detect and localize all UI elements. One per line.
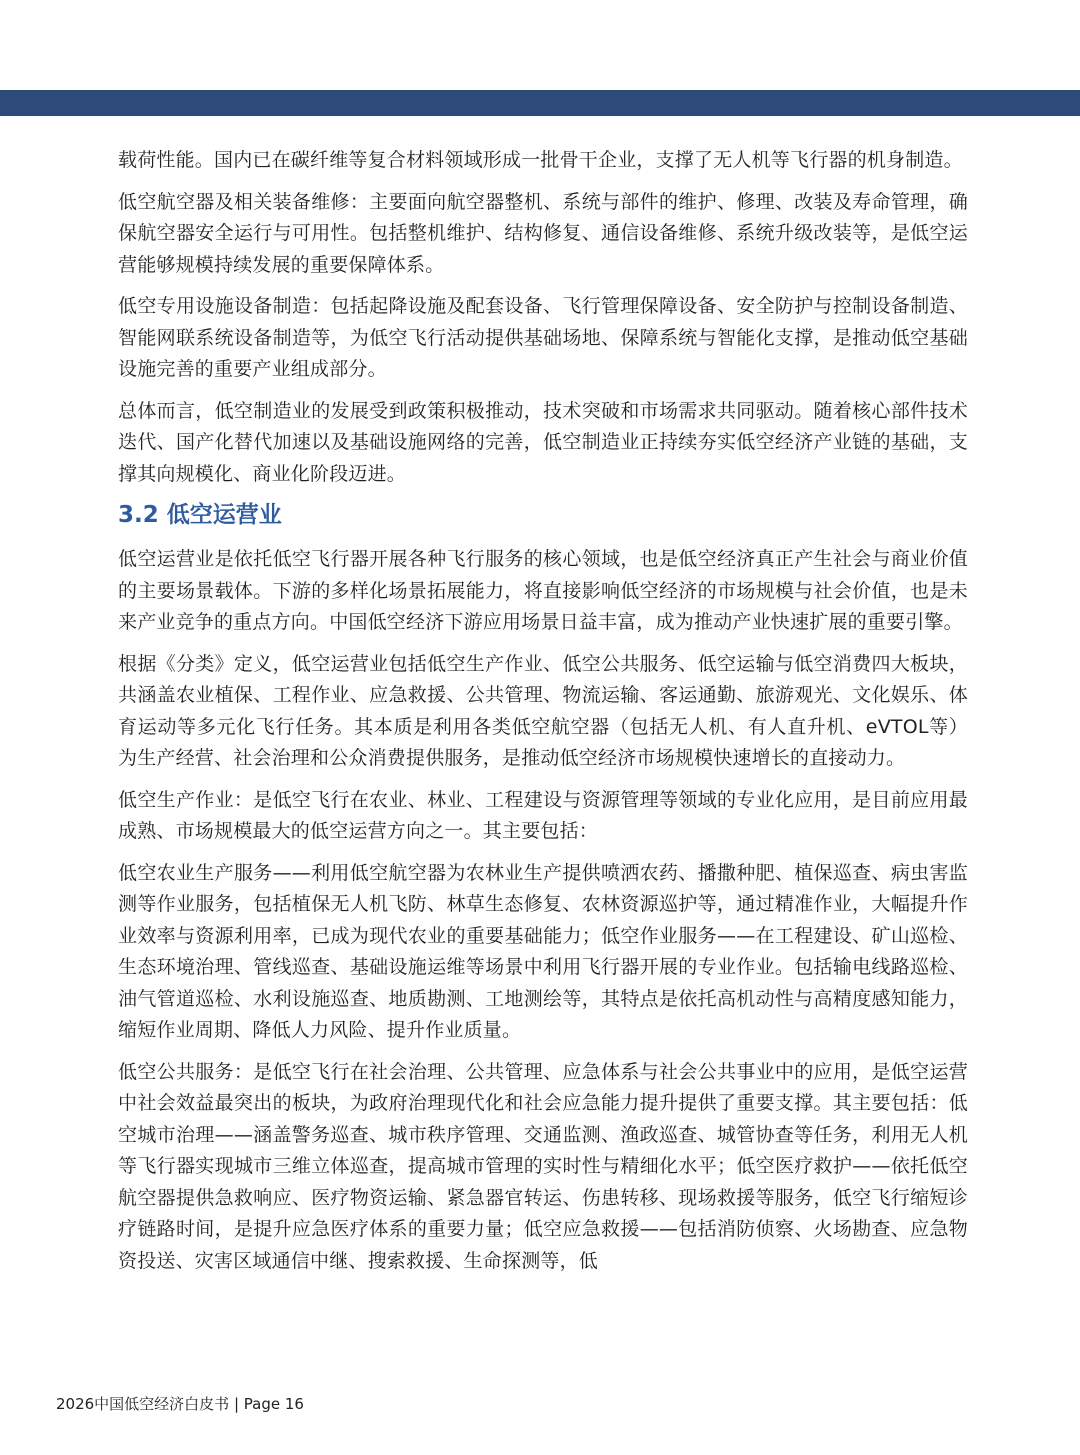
paragraph-classification: 根据《分类》定义，低空运营业包括低空生产作业、低空公共服务、低空运输与低空消费四大板块，共涵盖农业植保、工程作业、应急救援、公共管理、物流运输、客运通勤、旅游观光、文化娱乐、体育运动等多元化飞行任务。其本质是利用各类低空航空器（包括无人机、有人直升机、eVTOL等）为生产经营、社会治理和公众消费提供服务，是推动低空经济市场规模快速增长的直接动力。 <box>118 652 968 769</box>
paragraph-production-operations: 低空生产作业：是低空飞行在农业、林业、工程建设与资源管理等领域的专业化应用，是目前应用最成熟、市场规模最大的低空运营方向之一。其主要包括： <box>118 788 968 842</box>
section-heading: 3.2 低空运营业 <box>118 502 282 528</box>
header-band <box>0 90 1080 116</box>
paragraph-agriculture-services: 低空农业生产服务——利用低空航空器为农林业生产提供喷洒农药、播撒种肥、植保巡查、病虫害监测等作业服务，包括植保无人机飞防、林草生态修复、农林资源巡护等，通过精准作业，大幅提升作业效率与资源利用率，已成为现代农业的重要基础能力；低空作业服务——在工程建设、矿山巡检、生态环境治理、管线巡查、基础设施运维等场景中利用飞行器开展的专业作业。包括输电线路巡检、油气管道巡检、水利设施巡查、地质勘测、工地测绘等，其特点是依托高机动性与高精度感知能力，缩短作业周期、降低人力风险、提升作业质量。 <box>118 861 968 1041</box>
paragraph-public-services: 低空公共服务：是低空飞行在社会治理、公共管理、应急体系与社会公共事业中的应用，是低空运营中社会效益最突出的板块，为政府治理现代化和社会应急能力提升提供了重要支撑。其主要包括：低空城市治理——涵盖警务巡查、城市秩序管理、交通监测、渔政巡查、城管协查等任务，利用无人机等飞行器实现城市三维立体巡查，提高城市管理的实时性与精细化水平；低空医疗救护——依托低空航空器提供急救响应、医疗物资运输、紧急器官转运、伤患转移、现场救援等服务，低空飞行缩短诊疗链路时间，是提升应急医疗体系的重要力量；低空应急救援——包括消防侦察、火场勘查、应急物资投送、灾害区域通信中继、搜索救援、生命探测等，低 <box>118 1060 968 1272</box>
paragraph-operations-intro: 低空运营业是依托低空飞行器开展各种飞行服务的核心领域，也是低空经济真正产生社会与商业价值的主要场景载体。下游的多样化场景拓展能力，将直接影响低空经济的市场规模与社会价值，也是未来产业竞争的重点方向。中国低空经济下游应用场景日益丰富，成为推动产业快速扩展的重要引擎。 <box>118 548 968 633</box>
page-content <box>118 145 968 1287</box>
paragraph-maintenance: 低空航空器及相关装备维修：主要面向航空器整机、系统与部件的维护、修理、改装及寿命管理，确保航空器安全运行与可用性。包括整机维护、结构修复、通信设备维修、系统升级改装等，是低空运营能够规模持续发展的重要保障体系。 <box>118 190 968 276</box>
paragraph-facility-manufacturing: 低空专用设施设备制造：包括起降设施及配套设备、飞行管理保障设备、安全防护与控制设备制造、智能网联系统设备制造等，为低空飞行活动提供基础场地、保障系统与智能化支撑，是推动低空基础设施完善的重要产业组成部分。 <box>118 295 968 380</box>
page-footer: 2026中国低空经济白皮书 | Page 16 <box>56 1395 304 1413</box>
paragraph-composite-materials: 载荷性能。国内已在碳纤维等复合材料领域形成一批骨干企业，支撑了无人机等飞行器的机身制造。 <box>118 149 963 171</box>
paragraph-summary: 总体而言，低空制造业的发展受到政策积极推动，技术突破和市场需求共同驱动。随着核心部件技术迭代、国产化替代加速以及基础设施网络的完善，低空制造业正持续夯实低空经济产业链的基础，支撑其向规模化、商业化阶段迈进。 <box>118 399 968 485</box>
